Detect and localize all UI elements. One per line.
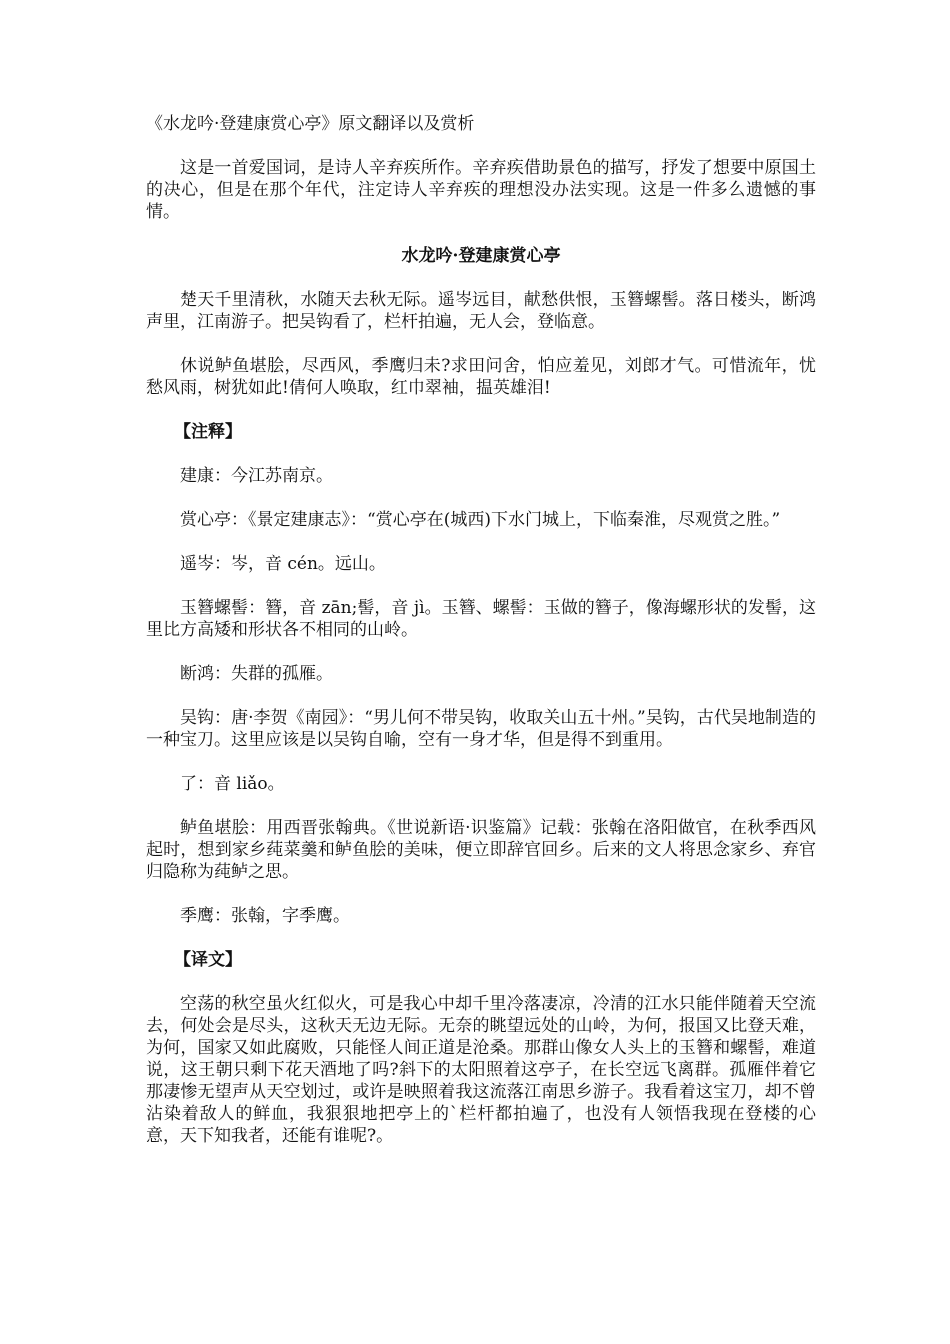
intro-paragraph: 这是一首爱国词，是诗人辛弃疾所作。辛弃疾借助景色的描写，抒发了想要中原国土的决心，但是在那个年代，注定诗人辛弃疾的理想没办法实现。这是一件多么遗憾的事情。 (146, 158, 816, 222)
translation-heading: 【译文】 (174, 950, 242, 970)
note-item: 鲈鱼堪脍：用西晋张翰典。《世说新语·识鉴篇》记载：张翰在洛阳做官，在秋季西风起时，想到家乡莼菜羹和鲈鱼脍的美味，便立即辞官回乡。后来的文人将思念家乡、弃官归隐称为莼鲈之思。 (146, 818, 816, 882)
note-item: 赏心亭：《景定建康志》：“赏心亭在(城西)下水门城上，下临秦淮，尽观赏之胜。” (180, 510, 781, 530)
note-item: 季鹰：张翰，字季鹰。 (180, 906, 350, 926)
note-item: 吴钩：唐·李贺《南园》：“男儿何不带吴钩，收取关山五十州。”吴钩，古代吴地制造的一种宝刀。这里应该是以吴钩自喻，空有一身才华，但是得不到重用。 (146, 708, 816, 750)
notes-heading: 【注释】 (174, 422, 242, 442)
note-item: 玉簪螺髻：簪，音 zān;髻，音 jì。玉簪、螺髻：玉做的簪子，像海螺形状的发髻，这里比方高矮和形状各不相同的山岭。 (146, 598, 816, 640)
note-item: 断鸿：失群的孤雁。 (180, 664, 333, 684)
poem-title: 水龙吟·登建康赏心亭 (401, 246, 561, 266)
note-item: 建康：今江苏南京。 (180, 466, 333, 486)
translation-paragraph: 空荡的秋空虽火红似火，可是我心中却千里冷落凄凉，冷清的江水只能伴随着天空流去，何处会是尽头，这秋天无边无际。无奈的眺望远处的山岭，为何，报国又比登天难，为何，国家又如此腐败，只能怪人间正道是沧桑。那群山像女人头上的玉簪和螺髻，难道说，这王朝只剩下花天酒地了吗?斜下的太阳照着这亭子，在长空远飞离群。孤雁伴着它那凄惨无望声从天空划过，或许是映照着我这流落江南思乡游子。我看着这宝刀，却不曾沾染着敌人的鲜血，我狠狠地把亭上的`栏杆都拍遍了，也没有人领悟我现在登楼的心意，天下知我者，还能有谁呢?。 (146, 994, 816, 1146)
poem-stanza-2: 休说鲈鱼堪脍，尽西风，季鹰归未?求田问舍，怕应羞见，刘郎才气。可惜流年，忧愁风雨，树犹如此!倩何人唤取，红巾翠袖，揾英雄泪! (146, 356, 816, 398)
note-item: 遥岑：岑，音 cén。远山。 (180, 554, 386, 574)
document-page (146, 113, 816, 1169)
document-title: 《水龙吟·登建康赏心亭》原文翻译以及赏析 (146, 114, 475, 134)
note-item: 了：音 liǎo。 (180, 774, 285, 794)
poem-stanza-1: 楚天千里清秋，水随天去秋无际。遥岑远目，献愁供恨，玉簪螺髻。落日楼头，断鸿声里，江南游子。把吴钩看了，栏杆拍遍，无人会，登临意。 (146, 290, 816, 332)
